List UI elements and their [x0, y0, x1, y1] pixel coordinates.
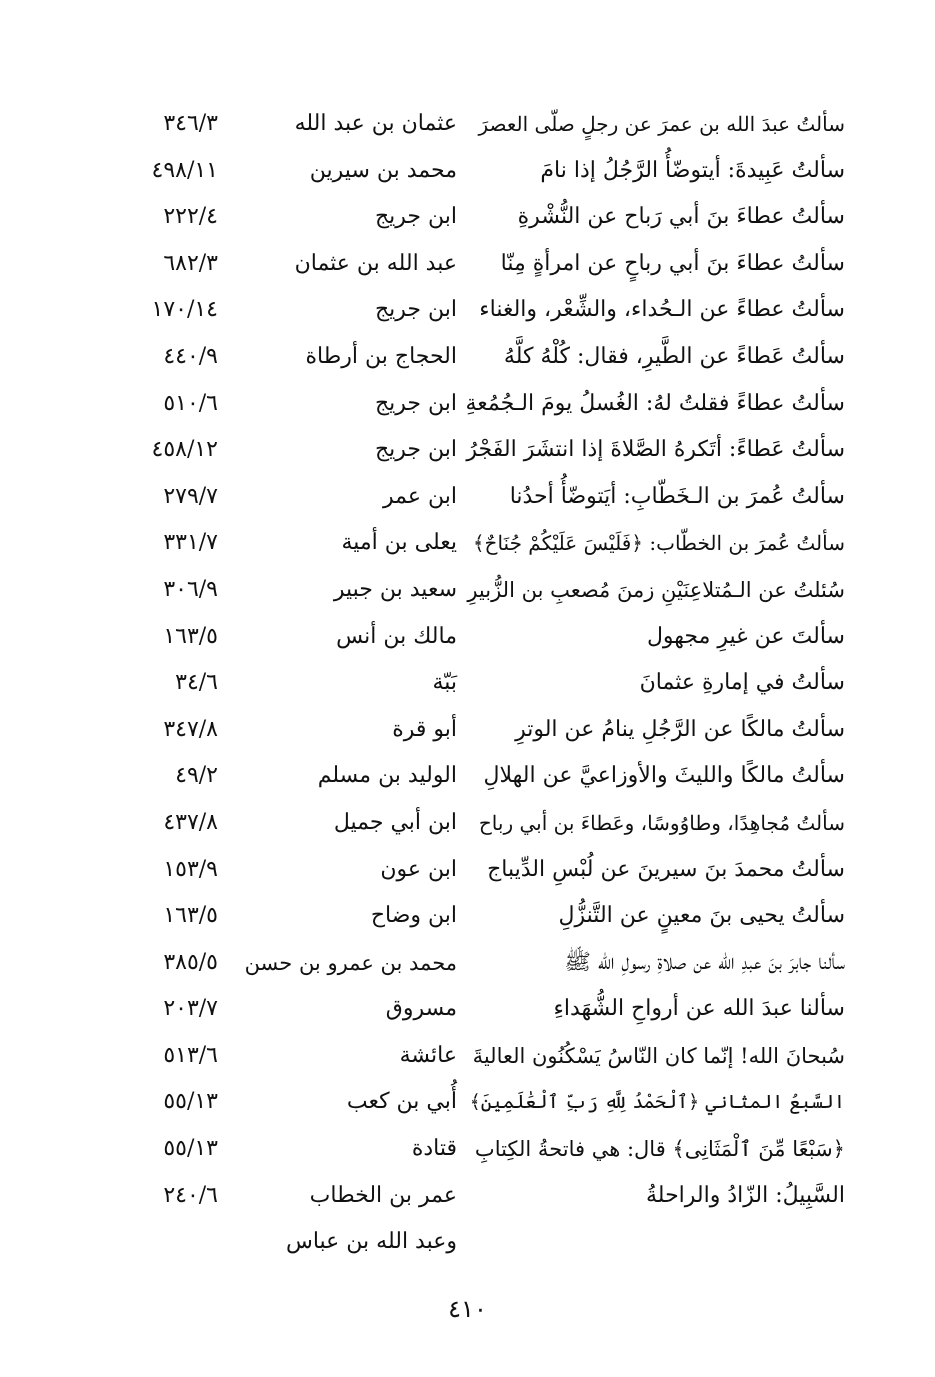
hadith-text: السَّبِيلُ: الزّادُ والراحلةُ [645, 1182, 845, 1208]
hadith-text: سألتُ عطاءَ بنَ أبي رَباح عن النُّشْرةِ [517, 204, 845, 230]
index-row [0, 241, 935, 288]
volume-page-ref: ٣٨٥/٥ [163, 949, 218, 975]
index-row [0, 940, 935, 987]
index-row [0, 148, 935, 195]
index-row [0, 194, 935, 241]
index-row [0, 986, 935, 1033]
index-row [0, 660, 935, 707]
index-row [0, 381, 935, 428]
volume-page-ref: ٣٤/٦ [175, 670, 218, 696]
hadith-text: سألتُ محمدَ بنَ سيرينَ عن لُبْسِ الدِّيباج [487, 856, 845, 882]
narrator: وعبد الله بن عباس [285, 1229, 457, 1255]
volume-page-ref: ٤٣٧/٨ [163, 809, 218, 835]
index-row [0, 474, 935, 521]
hadith-text: سُئلتُ عن الـمُتلاعِنَيْنِ زمنَ مُصعبِ بن الزُّبيرِ [467, 577, 845, 602]
narrator: أبو قرة [392, 716, 457, 742]
hadith-text: سألتُ عَطاءً عن الطَّيرِ، فقال: كُلْهُ كلَّهُ [503, 343, 845, 369]
narrator: أُبي بن كعب [346, 1089, 457, 1115]
narrator: محمد بن عمرو بن حسن [244, 950, 457, 975]
volume-page-ref: ٣٤٧/٨ [163, 716, 218, 742]
index-row [0, 614, 935, 661]
volume-page-ref: ٥٥/١٣ [163, 1089, 218, 1115]
narrator: عبد الله بن عثمان [294, 250, 457, 276]
narrator: عائشة [399, 1042, 457, 1068]
volume-page-ref: ٤٩/٢ [175, 763, 218, 789]
volume-page-ref [108, 1219, 218, 1266]
hadith-text: سألتُ يحيى بنَ معينٍ عن التَّنزُّلِ [558, 903, 845, 929]
narrator: سعيد بن جبير [333, 576, 457, 602]
hadith-text: سألتَ عن غيرِ مجهول [646, 623, 845, 649]
narrator: ابن جريج [374, 390, 457, 416]
index-row [0, 520, 935, 567]
narrator: ابن جريج [374, 204, 457, 230]
hadith-text: سألتُ عطاءً فقلتُ لهُ: الغُسلُ يومَ الـجُمُعةِ [465, 390, 845, 416]
index-row [0, 753, 935, 800]
hadith-text: سألتُ عَطاءً: أتَكرهُ الصَّلاةَ إذا انتشَرَ الفَجْرُ [466, 437, 845, 463]
volume-page-ref: ٢٤٠/٦ [163, 1182, 218, 1208]
narrator: الحجاج بن أرطاة [305, 343, 457, 369]
volume-page-ref: ٢٠٣/٧ [163, 996, 218, 1022]
narrator: محمد بن سيرين [309, 157, 457, 183]
narrator: عمر بن الخطاب [309, 1182, 457, 1208]
page-number: ٤١٠ [448, 1295, 487, 1323]
narrator: ابن أبي جميل [333, 809, 457, 835]
volume-page-ref: ٣٤٦/٣ [163, 111, 218, 136]
hadith-text: سُبحانَ الله! إنّما كان النّاسُ يَسْكُنُون العاليةَ [472, 1043, 845, 1068]
index-row [0, 1173, 935, 1220]
narrator: الوليد بن مسلم [317, 763, 457, 789]
volume-page-ref: ١٧٠/١٤ [151, 297, 218, 323]
volume-page-ref: ٣٣١/٧ [163, 530, 218, 556]
hadith-text: سألتُ عَبِيدةَ: أيتوضّأُ الرَّجُلُ إذا نامَ [540, 157, 845, 183]
volume-page-ref: ٦٨٢/٣ [163, 250, 218, 276]
narrator: ابن عون [380, 856, 457, 882]
hadith-text: سألتُ مالكًا عن الرَّجُلِ ينامُ عن الوترِ [515, 716, 845, 742]
hadith-text: سألنا عبدَ الله عن أرواحِ الشُّهَداءِ [553, 996, 845, 1022]
narrator: ابن جريج [374, 297, 457, 323]
narrator: عثمان بن عبد الله [294, 111, 457, 136]
hadith-text: السَّبعُ المثاني ﴿ٱلْحَمْدُ لِلَّهِ رَبِّ ٱلْعَٰلَمِينَ﴾ [469, 1091, 845, 1114]
volume-page-ref: ٥١٣/٦ [163, 1042, 218, 1068]
volume-page-ref: ١٦٣/٥ [163, 903, 218, 929]
volume-page-ref: ٢٧٩/٧ [163, 483, 218, 509]
hadith-text: سألتُ عطاءَ بنَ أبي رباحٍ عن امرأةٍ مِنّا [500, 250, 845, 276]
narrator: ابن وضاح [370, 903, 457, 929]
volume-page-ref: ٥٥/١٣ [163, 1136, 218, 1162]
volume-page-ref: ٤٥٨/١٢ [151, 437, 218, 463]
narrator: ابن جريج [374, 437, 457, 463]
narrator: مالك بن أنس [336, 623, 457, 649]
index-row [0, 567, 935, 614]
volume-page-ref: ١٦٣/٥ [163, 623, 218, 649]
narrator: يعلى بن أمية [341, 530, 457, 556]
narrator: مسروق [385, 996, 457, 1022]
volume-page-ref: ٥١٠/٦ [163, 390, 218, 416]
index-row [0, 800, 935, 847]
index-row [0, 1033, 935, 1080]
hadith-text: سألتُ عبدَ الله بن عمرَ عن رجلٍ صلّى العصرَ [478, 112, 845, 136]
hadith-text: سألتُ عطاءً عن الـحُداء، والشِّعْر، والغناء [479, 297, 845, 323]
volume-page-ref: ٣٠٦/٩ [163, 576, 218, 602]
index-entries [0, 101, 935, 1266]
hadith-text: سألتُ عُمرَ بن الـخَطّابِ: أيَتوضّأُ أحدُنا [509, 483, 845, 509]
hadith-text: سألتُ في إمارةِ عثمانَ [639, 670, 845, 696]
index-row [0, 101, 935, 148]
index-row [0, 334, 935, 381]
hadith-text: سألنا جابرَ بنَ عبدِ الله عن صلاةِ رسولِ الله ﷺ [564, 949, 845, 975]
narrator: بَبّة [432, 670, 457, 696]
index-row [0, 1219, 935, 1266]
index-row [0, 287, 935, 334]
volume-page-ref: ٤٩٨/١١ [151, 157, 218, 183]
index-row [0, 1126, 935, 1173]
volume-page-ref: ٢٢٢/٤ [163, 204, 218, 230]
index-row [0, 1079, 935, 1126]
index-row [0, 707, 935, 754]
narrator: ابن عمر [383, 483, 457, 509]
hadith-text: سألتُ مُجاهِدًا، وطاوُوسًا، وعَطاءَ بن أبي رباح [478, 810, 845, 835]
index-row [0, 847, 935, 894]
index-row [0, 427, 935, 474]
index-row [0, 893, 935, 940]
hadith-text: سألتُ مالكًا والليثَ والأوزاعيَّ عن الهلالِ [483, 763, 845, 789]
hadith-text: سألتُ عُمرَ بن الخطّاب: ﴿فَلَيْسَ عَلَيْكُمْ جُنَاحٌ﴾ [472, 531, 845, 556]
narrator: قتادة [411, 1136, 457, 1162]
hadith-text [465, 1219, 845, 1266]
volume-page-ref: ٤٤٠/٩ [163, 343, 218, 369]
hadith-text: ﴿سَبْعًا مِّنَ ٱلْمَثَانِى﴾ قال: هي فاتحةُ الكِتابِ [474, 1137, 845, 1162]
volume-page-ref: ١٥٣/٩ [163, 856, 218, 882]
